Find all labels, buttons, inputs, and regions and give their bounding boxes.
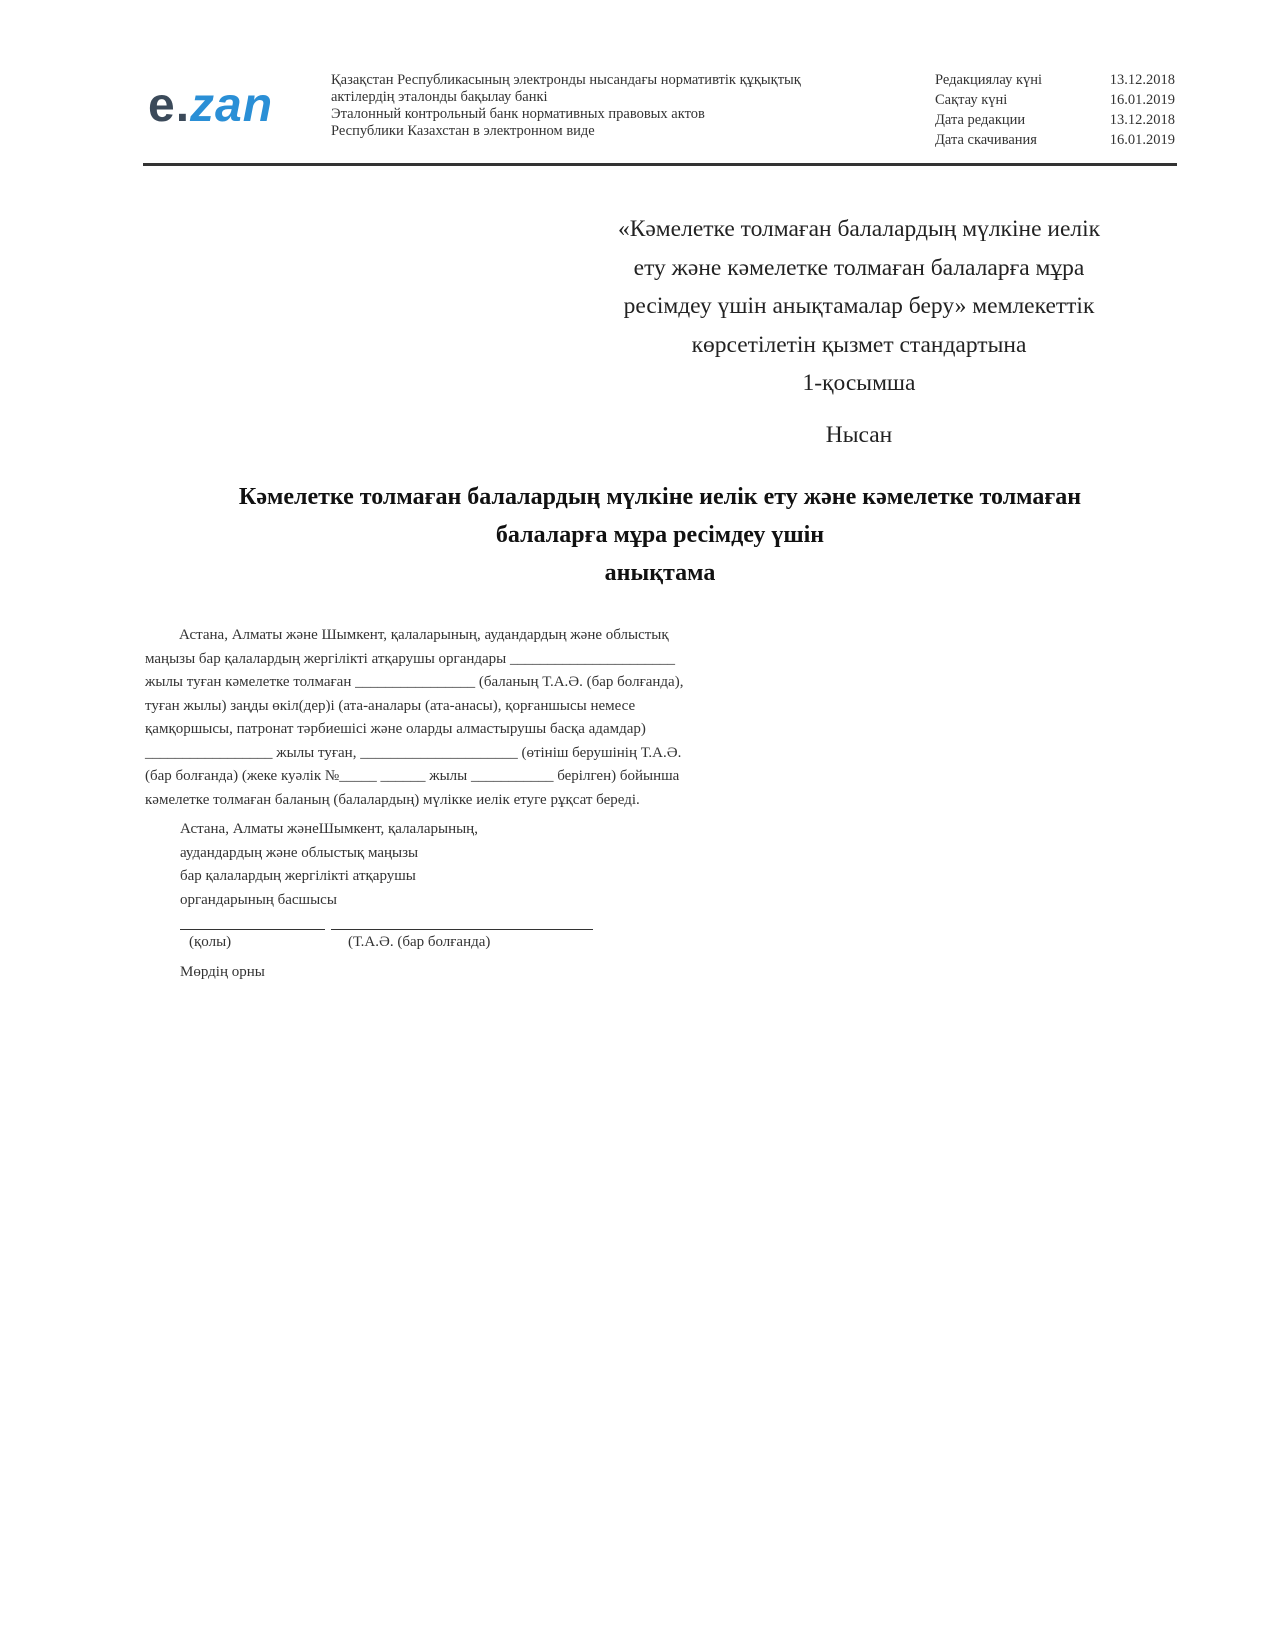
- date-row: [935, 110, 1175, 130]
- logo-e: e: [148, 79, 176, 132]
- appendix-line: ету және кәмелетке толмаған балаларға мұра: [633, 254, 1085, 281]
- date-row: [935, 130, 1175, 150]
- title-line: Кәмелетке толмаған балалардың мүлкіне иелік ету және кәмелетке толмаған: [238, 484, 1082, 510]
- dates-table: [935, 70, 1175, 150]
- body-line: қамқоршысы, патронат тәрбиешісі және оларды алмастырушы басқа адамдар): [145, 721, 646, 737]
- date-row: [935, 70, 1175, 90]
- title-line: анықтама: [604, 560, 716, 586]
- date-row: [935, 90, 1175, 110]
- date-value: 13.12.2018: [1109, 72, 1175, 88]
- appendix-line: ресімдеу үшін анықтамалар беру» мемлекеттік: [623, 293, 1095, 319]
- seal-place: Мөрдің орны: [180, 964, 265, 980]
- appendix-line: 1-қосымша: [802, 370, 916, 396]
- document-header: [143, 68, 1173, 163]
- signature-line: [180, 929, 325, 930]
- bank-line: Эталонный контрольный банк нормативных правовых актов: [331, 106, 705, 122]
- appendix-line: «Кәмелетке толмаған балалардың мүлкіне иелік: [617, 216, 1101, 242]
- body-line: Астана, Алматы және Шымкент, қалаларының, аудандардың және облыстық: [179, 627, 669, 643]
- bank-description: [331, 72, 801, 140]
- certificate-body: [145, 624, 785, 812]
- signer-block: [180, 818, 478, 912]
- body-line: _________________ жылы туған, _____________________ (өтініш берушінің Т.А.Ә.: [145, 744, 682, 761]
- name-line: [331, 929, 593, 930]
- body-line: жылы туған кәмелетке толмаған ________________ (баланың Т.А.Ә. (бар болғанда),: [145, 674, 684, 690]
- logo-zan: zan: [190, 79, 274, 132]
- form-label: Нысан: [825, 422, 893, 448]
- date-label: Дата скачивания: [935, 132, 1037, 148]
- body-line: (бар болғанда) (жеке куәлік №_____ ______ жылы ___________ берілген) бойынша: [145, 768, 680, 784]
- signature-caption: (қолы): [189, 934, 232, 950]
- appendix-reference: [548, 210, 1170, 403]
- date-label: Редакциялау күні: [935, 72, 1043, 88]
- title-line: балаларға мұра ресімдеу үшін: [495, 522, 825, 548]
- body-line: маңызы бар қалалардың жергілікті атқарушы органдары ______________________: [145, 650, 675, 667]
- signer-line: бар қалалардың жергілікті атқарушы: [180, 868, 416, 884]
- date-value: 16.01.2019: [1109, 92, 1175, 108]
- bank-line: Республики Казахстан в электронном виде: [331, 123, 595, 139]
- ezan-logo: [148, 79, 274, 132]
- body-line: туған жылы) заңды өкіл(дер)і (ата-аналары (ата-анасы), қорғаншысы немесе: [145, 697, 636, 714]
- signer-line: аудандардың және облыстық маңызы: [180, 844, 419, 861]
- bank-line: актілердің эталонды бақылау банкі: [331, 89, 548, 105]
- body-line: кәмелетке толмаған баланың (балалардың) мүлікке иелік етуге рұқсат береді.: [145, 791, 640, 808]
- date-label: Сақтау күні: [935, 92, 1008, 108]
- logo-dot: .: [175, 79, 191, 132]
- signer-line: Астана, Алматы жәнеШымкент, қалаларының,: [180, 821, 478, 837]
- document-title: [143, 478, 1177, 592]
- name-caption: (Т.А.Ә. (бар болғанда): [348, 934, 491, 950]
- date-value: 13.12.2018: [1109, 112, 1175, 128]
- appendix-line: көрсетілетін қызмет стандартына: [691, 331, 1027, 358]
- signer-line: органдарының басшысы: [180, 891, 337, 908]
- header-divider: [143, 163, 1177, 166]
- bank-line: Қазақстан Республикасының электронды нысандағы нормативтік құқықтық: [331, 72, 801, 88]
- date-label: Дата редакции: [935, 112, 1026, 128]
- date-value: 16.01.2019: [1109, 132, 1175, 148]
